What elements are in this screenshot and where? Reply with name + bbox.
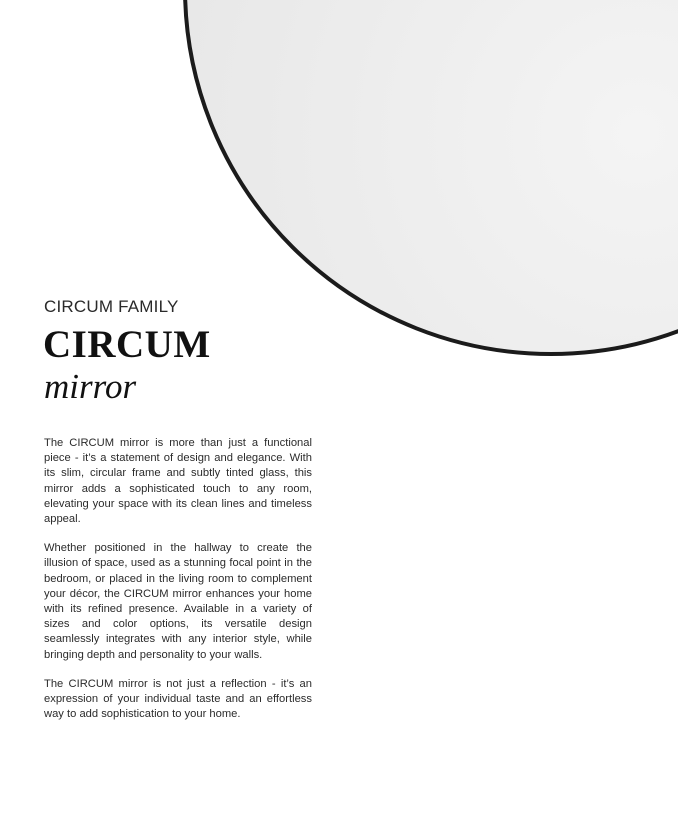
description-paragraph: Whether positioned in the hallway to create the illusion of space, used as a stunning focal point in the bedroom, or placed in the living room to complement your décor, the CIRCUM mirror enhances your home with its refined presence. Available in a variety of sizes and color options, its versatile design seamlessly integrates with any interior style, while bringing depth and personality to your walls. bbox=[44, 542, 312, 661]
product-title: CIRCUM bbox=[43, 323, 211, 366]
product-family-label: CIRCUM FAMILY bbox=[44, 297, 179, 316]
description-paragraph: The CIRCUM mirror is more than just a functional piece - it’s a statement of design and elegance. With its slim, circular frame and subtly tinted glass, this mirror adds a sophisticated touch to any room, elevating your space with its clean lines and timeless appeal. bbox=[44, 437, 312, 526]
round-mirror-image bbox=[183, 0, 678, 356]
product-subtitle: mirror bbox=[44, 367, 137, 406]
description-paragraph: The CIRCUM mirror is not just a reflection - it’s an expression of your individual taste and an effortless way to add sophistication to your home. bbox=[44, 677, 312, 721]
product-description bbox=[44, 436, 312, 736]
